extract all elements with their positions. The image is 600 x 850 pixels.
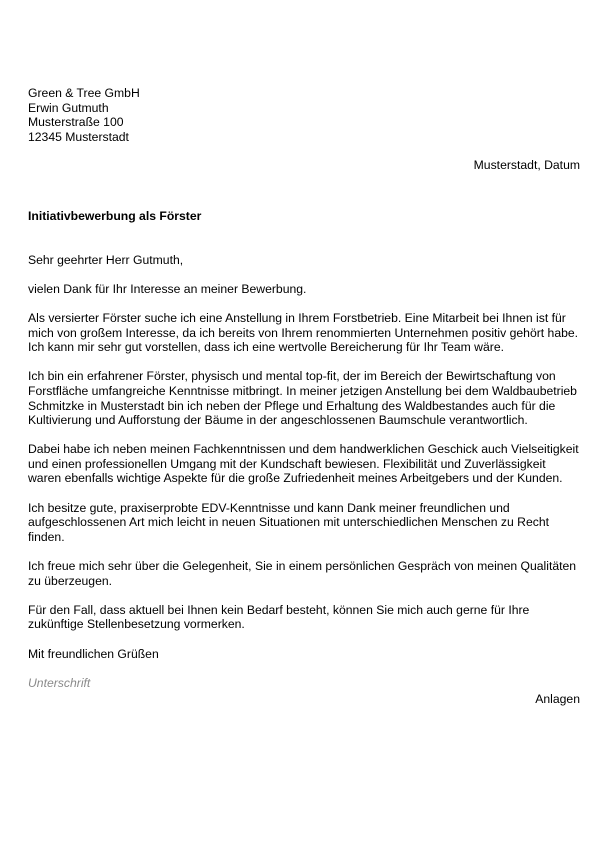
sender-address bbox=[28, 86, 580, 144]
body-paragraph-2: Als versierter Förster suche ich eine Anstellung in Ihrem Forstbetrieb. Eine Mitarbeit bei Ihnen ist für mich von großem Interesse, da ich bereits von Ihrem renommierten Unternehmen positiv gehört habe. Ich kann mir sehr gut vorstellen, dass ich eine wertvolle Bereicherung für Ihr Team wäre. bbox=[28, 310, 579, 355]
body-paragraph-5: Ich besitze gute, praxiserprobte EDV-Kenntnisse und kann Dank meiner freundlichen und aufgeschlossenen Art mich leicht in neuen Situationen mit unterschiedlichen Menschen zu Recht finden. bbox=[28, 500, 549, 544]
attachments-label: Anlagen bbox=[535, 692, 580, 707]
body-paragraph-3: Ich bin ein erfahrener Förster, physisch und mental top-fit, der im Bereich der Bewirtschaftung von Forstfläche umfangreiche Kenntnisse mitbringt. In meiner jetzigen Anstellung bei dem Waldbaubetrieb Schmitzke in Musterstadt bin ich neben der Pflege und Erhaltung des Waldbestandes auch für die Kultivierung und Aufforstung der Bäume in der angeschlossenen Baumschule verantwortlich. bbox=[28, 369, 577, 428]
body-paragraph-1: vielen Dank für Ihr Interesse an meiner Bewerbung. bbox=[28, 281, 307, 296]
sender-name: Erwin Gutmuth bbox=[28, 100, 109, 115]
body-paragraph-7: Für den Fall, dass aktuell bei Ihnen kein Bedarf besteht, können Sie mich auch gerne für Ihre zukünftige Stellenbesetzung vormerken. bbox=[28, 602, 530, 632]
letter-page bbox=[28, 86, 580, 707]
salutation: Sehr geehrter Herr Gutmuth, bbox=[28, 252, 184, 267]
sender-city: 12345 Musterstadt bbox=[28, 129, 129, 144]
sender-company: Green & Tree GmbH bbox=[28, 86, 140, 100]
place-date: Musterstadt, Datum bbox=[473, 158, 580, 173]
body-paragraph-6: Ich freue mich sehr über die Gelegenheit, Sie in einem persönlichen Gespräch von meinen Qualitäten zu überzeugen. bbox=[28, 559, 577, 588]
sender-street: Musterstraße 100 bbox=[28, 115, 124, 130]
closing-formula: Mit freundlichen Grüßen bbox=[28, 646, 159, 661]
body-paragraph-4: Dabei habe ich neben meinen Fachkenntnissen und dem handwerklichen Geschick auch Vielseitigkeit und einen professionellen Umgang mit der Kundschaft bewiesen. Flexibilität und Zuverlässigkeit waren ebenfalls wichtige Aspekte für die große Zufriedenheit meines Arbeitgebers und der Kunden. bbox=[28, 442, 579, 486]
letter-subject: Initiativbewerbung als Förster bbox=[28, 208, 202, 223]
signature-placeholder: Unterschrift bbox=[28, 675, 91, 690]
